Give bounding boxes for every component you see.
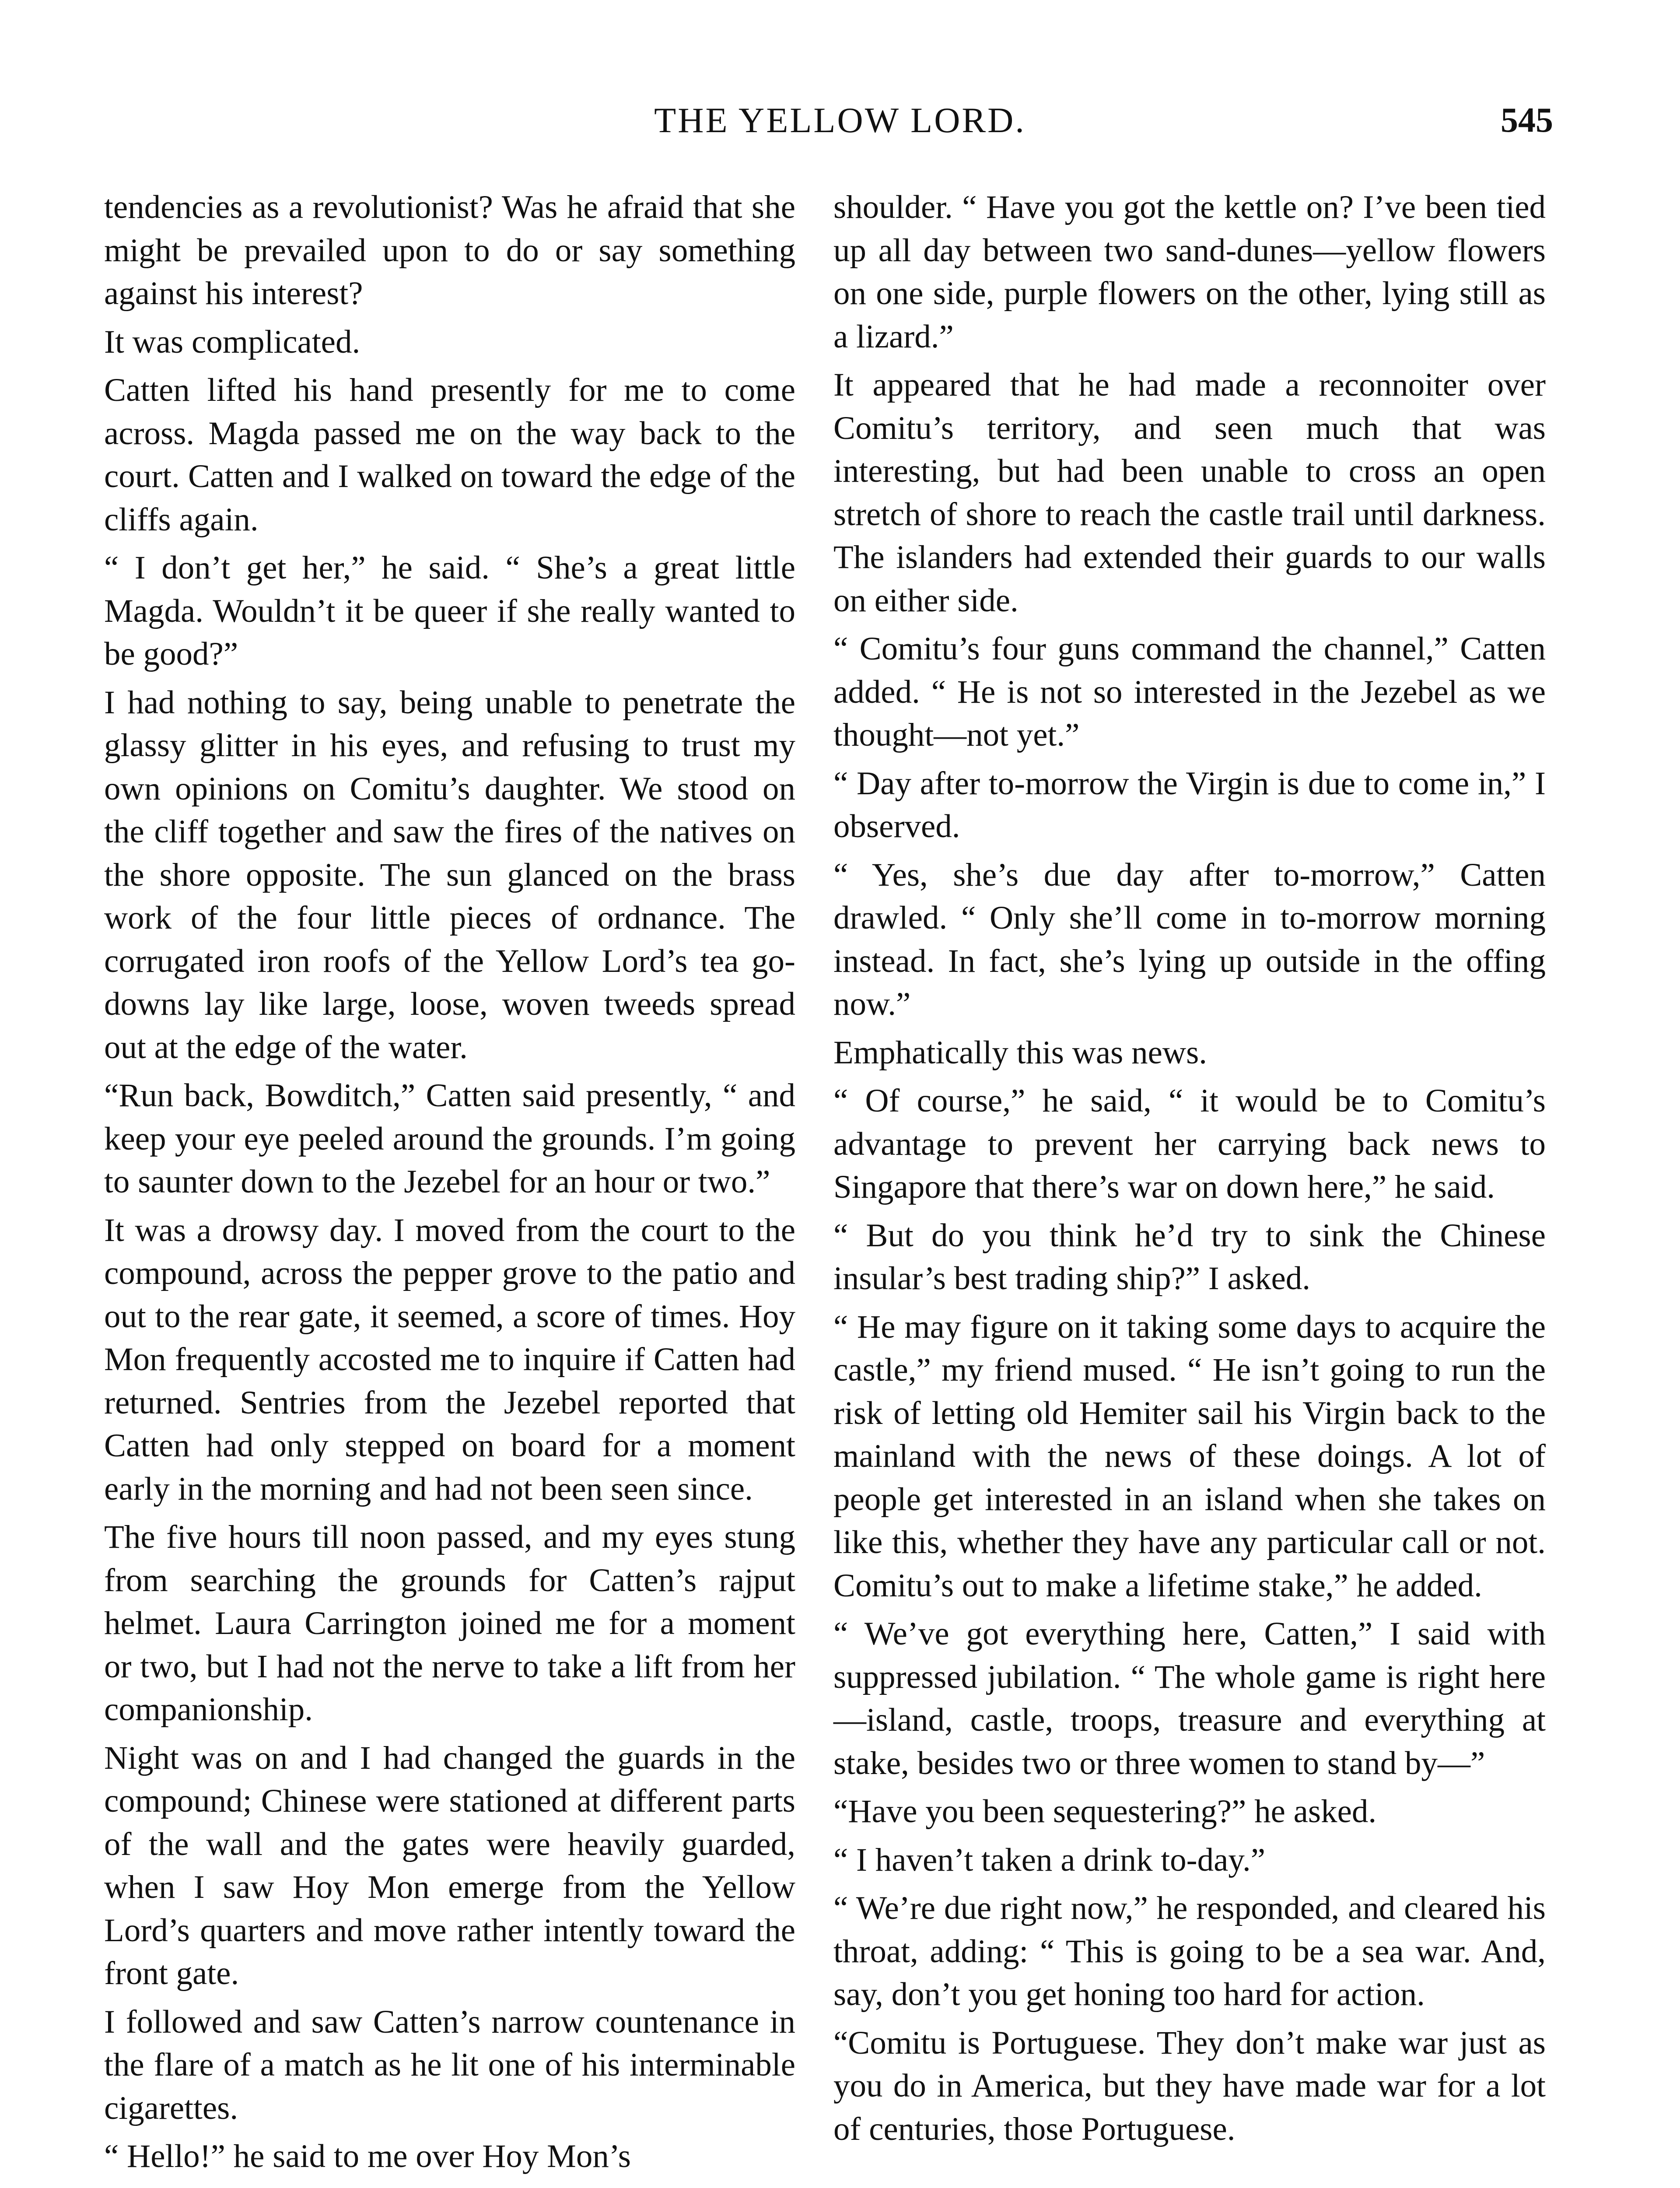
paragraph: I followed and saw Catten’s narrow countenance in the flare of a match as he lit one of his interminable cigarettes. xyxy=(104,2003,795,2126)
page-number: 545 xyxy=(1501,101,1553,140)
paragraph: “ Day after to-morrow the Virgin is due to come in,” I observed. xyxy=(833,765,1546,845)
paragraph: “ He may figure on it taking some days to acquire the castle,” my friend mused. “ He isn’t going to run the risk of letting old Hemiter sail his Virgin back to the mainland with the news of these doings. A lot of people get interested in an island when she takes on like this, whether they have any particular call or not. Comitu’s out to make a lifetime stake,” he added. xyxy=(833,1308,1546,1604)
paragraph: “ I haven’t taken a drink to-day.” xyxy=(833,1841,1266,1878)
page-header xyxy=(0,96,1680,144)
paragraph: I had nothing to say, being unable to penetrate the glassy glitter in his eyes, and refusing to trust my own opinions on Comitu’s daughter. We stood on the cliff together and saw the fires of the natives on the shore opposite. The sun glanced on the brass work of the four little pieces of ordnance. The corrugated iron roofs of the Yellow Lord’s tea go-downs lay like large, loose, woven tweeds spread out at the edge of the water. xyxy=(104,684,795,1066)
paragraph: “Have you been sequestering?” he asked. xyxy=(833,1793,1377,1830)
paragraph: “Comitu is Portuguese. They don’t make war just as you do in America, but they have made war for a lot of centuries, those Portuguese. xyxy=(833,2024,1546,2147)
right-text-column xyxy=(833,186,1546,2156)
paragraph: “Run back, Bowditch,” Catten said presently, “ and keep your eye peeled around the grounds. I’m going to saunter down to the Jezebel for an hour or two.” xyxy=(104,1077,795,1200)
paragraph: “ Hello!” he said to me over Hoy Mon’s xyxy=(104,2138,631,2174)
paragraph: shoulder. “ Have you got the kettle on? I’ve been tied up all day between two sand-dunes—yellow flowers on one side, purple flowers on the other, lying still as a lizard.” xyxy=(833,189,1546,355)
paragraph: It was complicated. xyxy=(104,323,360,360)
paragraph: “ I don’t get her,” he said. “ She’s a great little Magda. Wouldn’t it be queer if she really wanted to be good?” xyxy=(104,550,795,672)
left-text-column xyxy=(104,186,795,2184)
paragraph: “ Comitu’s four guns command the channel,” Catten added. “ He is not so interested in the Jezebel as we thought—not yet.” xyxy=(833,631,1546,753)
running-title: THE YELLOW LORD. xyxy=(654,100,1026,140)
paragraph: It appeared that he had made a reconnoiter over Comitu’s territory, and seen much that was interesting, but had been unable to cross an open stretch of shore to reach the castle trail until darkness. The islanders had extended their guards to our walls on either side. xyxy=(833,367,1546,619)
paragraph: “ Of course,” he said, “ it would be to Comitu’s advantage to prevent her carrying back news to Singapore that there’s war on down here,” he said. xyxy=(833,1083,1546,1205)
paragraph: “ We’ve got everything here, Catten,” I said with suppressed jubilation. “ The whole game is right here—island, castle, troops, treasure and everything at stake, besides two or three women to stand by—” xyxy=(833,1616,1546,1781)
paragraph: “ We’re due right now,” he responded, and cleared his throat, adding: “ This is going to be a sea war. And, say, don’t you get honing too hard for action. xyxy=(833,1890,1546,2013)
paragraph: tendencies as a revolutionist? Was he afraid that she might be prevailed upon to do or say something against his interest? xyxy=(104,189,795,312)
paragraph: Emphatically this was news. xyxy=(833,1034,1208,1071)
paragraph: Catten lifted his hand presently for me to come across. Magda passed me on the way back to the court. Catten and I walked on toward the edge of the cliffs again. xyxy=(104,372,795,538)
paragraph: The five hours till noon passed, and my eyes stung from searching the grounds for Catten’s rajput helmet. Laura Carrington joined me for a moment or two, but I had not the nerve to take a lift from her companionship. xyxy=(104,1519,795,1728)
paragraph: Night was on and I had changed the guards in the compound; Chinese were stationed at different parts of the wall and the gates were heavily guarded, when I saw Hoy Mon emerge from the Yellow Lord’s quarters and move rather intently toward the front gate. xyxy=(104,1739,795,1992)
paragraph: “ Yes, she’s due day after to-morrow,” Catten drawled. “ Only she’ll come in to-morrow morning instead. In fact, she’s lying up outside in the offing now.” xyxy=(833,856,1546,1022)
paragraph: It was a drowsy day. I moved from the court to the compound, across the pepper grove to the patio and out to the rear gate, it seemed, a score of times. Hoy Mon frequently accosted me to inquire if Catten had returned. Sentries from the Jezebel reported that Catten had only stepped on board for a moment early in the morning and had not been seen since. xyxy=(104,1212,795,1507)
paragraph: “ But do you think he’d try to sink the Chinese insular’s best trading ship?” I asked. xyxy=(833,1217,1546,1297)
